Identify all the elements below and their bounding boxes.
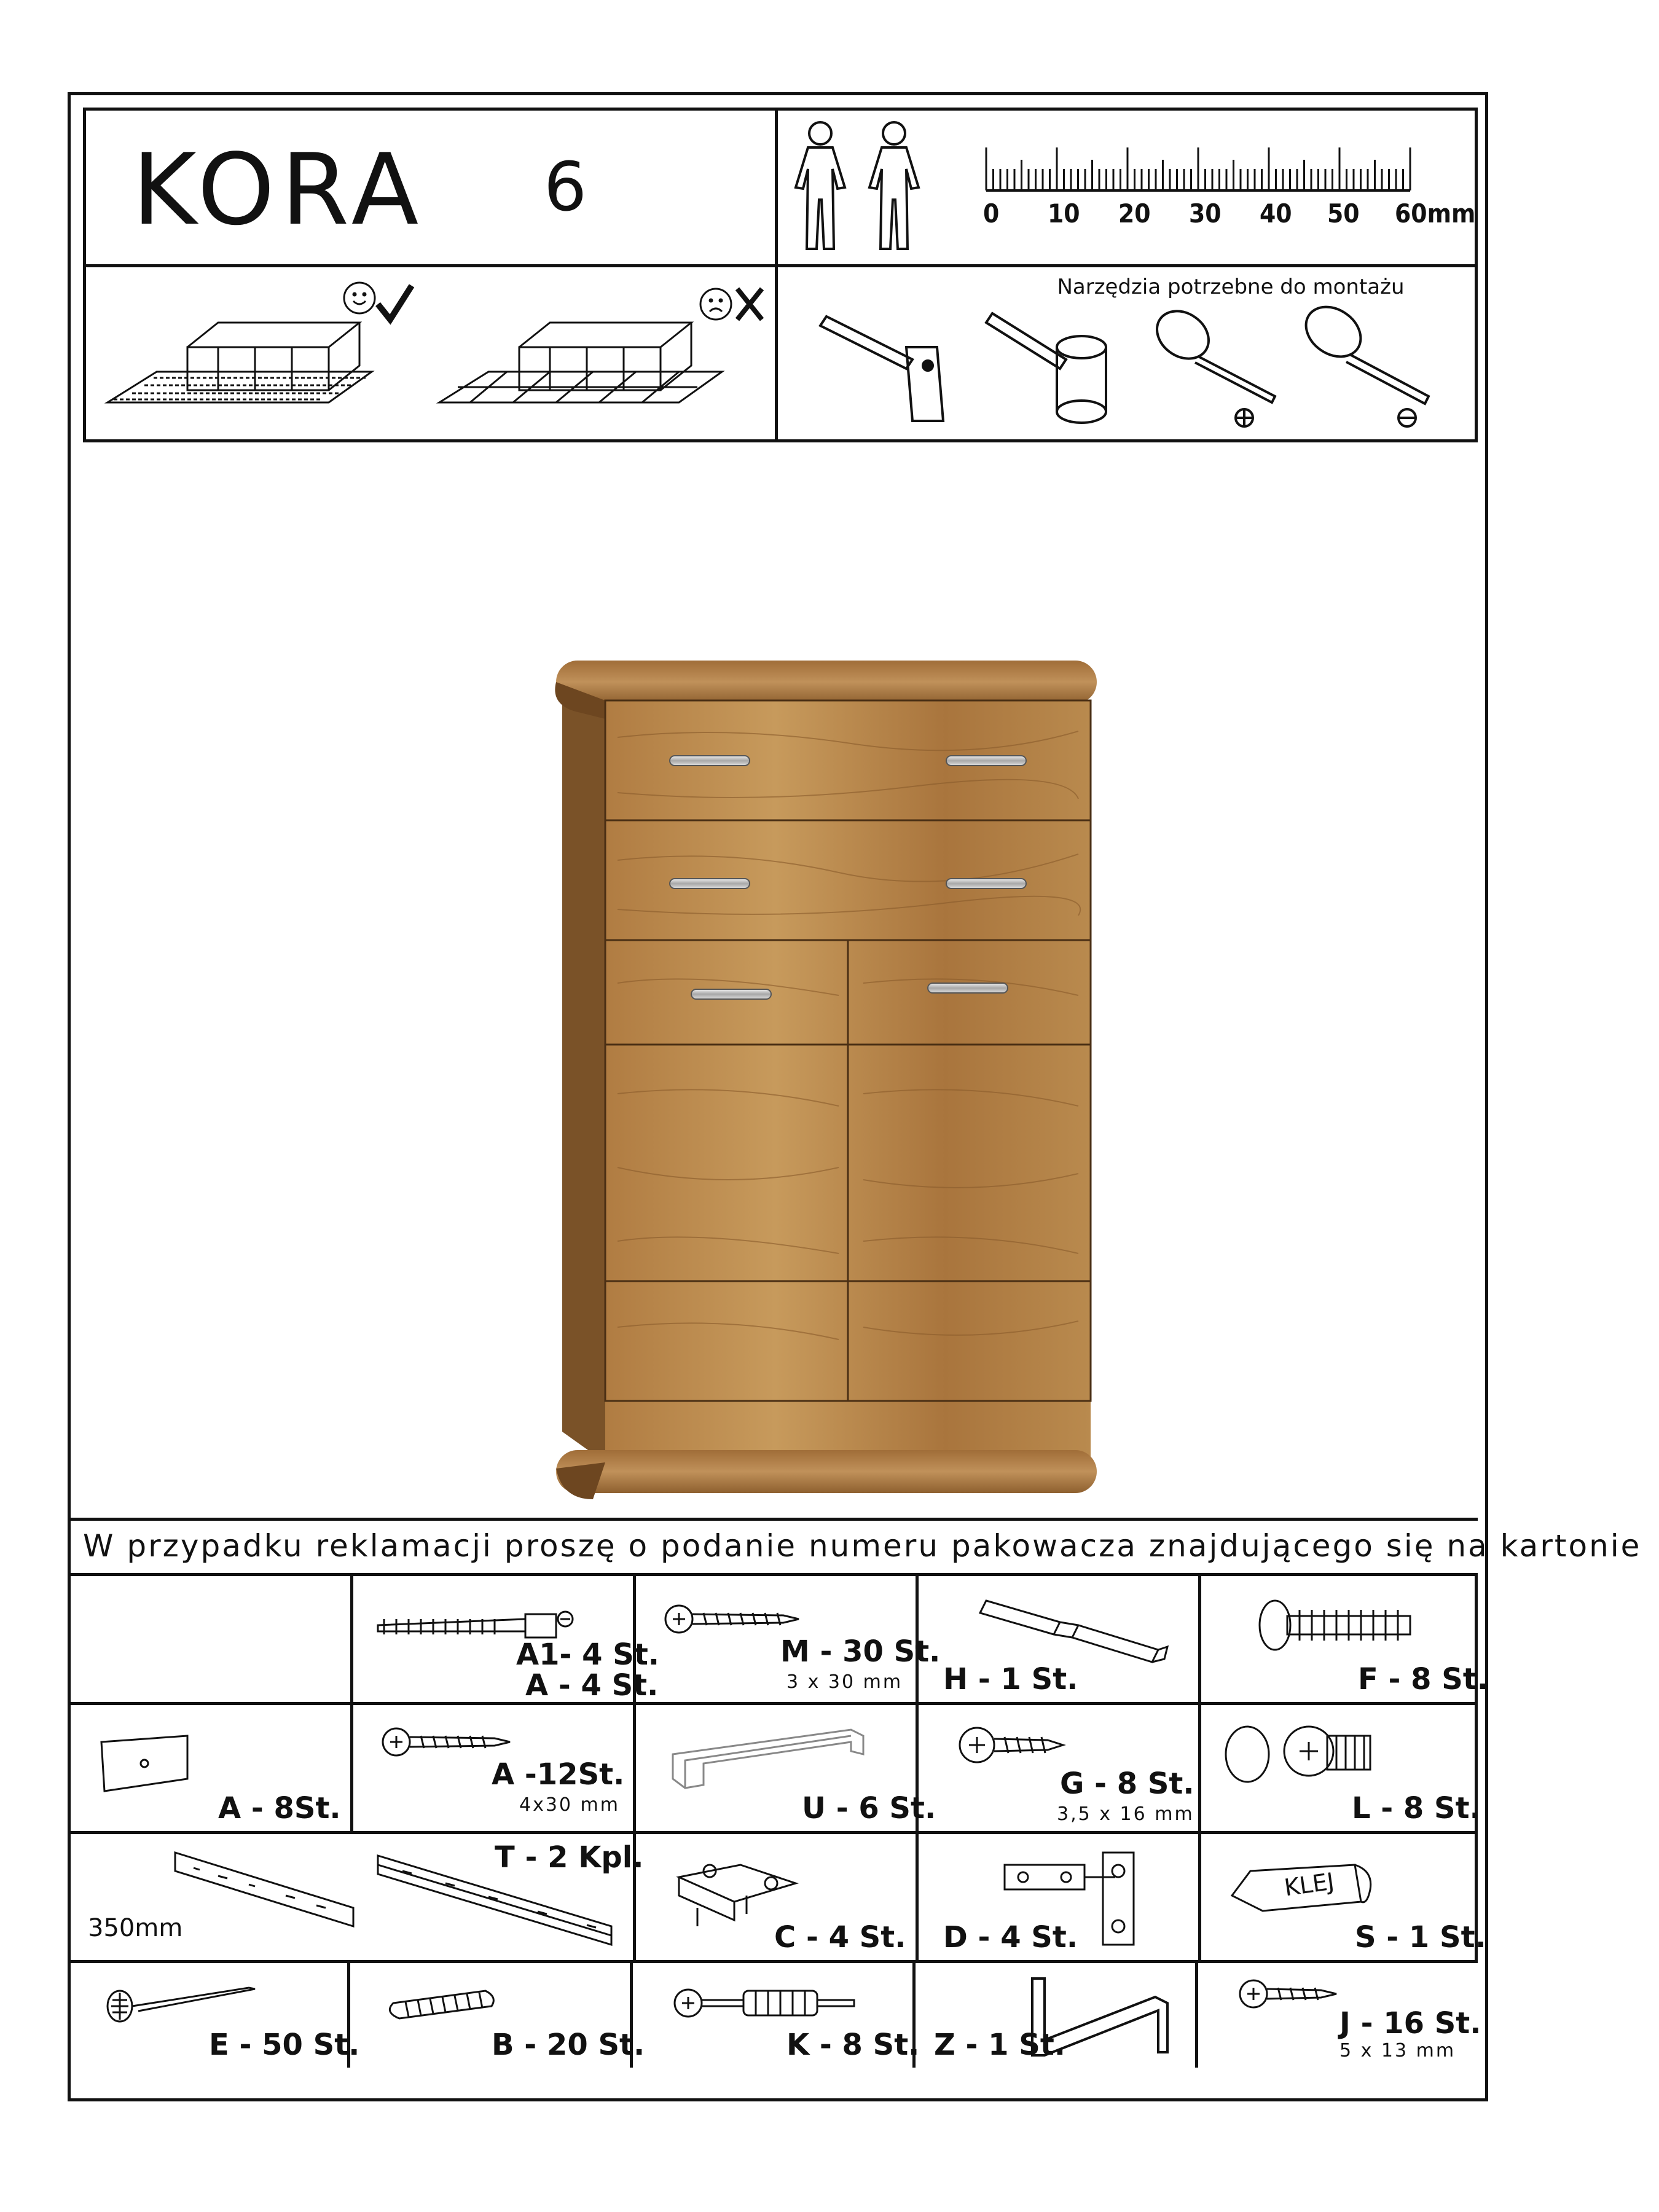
parts-cell-a1 [353,1576,660,1705]
ruler-label-0: 0 [983,198,1000,229]
part-u-label: U - 6 St. [802,1791,936,1826]
part-e-label: E - 50 St. [209,2028,360,2062]
parts-grid [71,1576,1488,2068]
dowel-f-icon [1250,1594,1422,1656]
two-persons-icon [783,120,943,258]
part-k-label: K - 8 St. [786,2028,920,2062]
notice-top-line [71,1518,1478,1521]
ruler-label-50: 50 [1327,198,1360,229]
part-a-screw-size: 4x30 mm [519,1794,620,1816]
part-s-label: S - 1 St. [1355,1920,1486,1955]
hinge-plate-c-icon [673,1846,814,1932]
complaint-notice: W przypadku reklamacji proszę o podanie numeru pakowacza znajdującego się na kartonie [83,1528,1642,1564]
part-b-label: B - 20 St. [492,2028,645,2062]
part-m-size: 3 x 30 mm [786,1671,903,1693]
part-c-label: C - 4 St. [774,1920,906,1955]
parts-cell-d [919,1834,1201,1963]
part-a1-label: A1- 4 St. [516,1637,660,1672]
part-g-label: G - 8 St. [1060,1767,1194,1801]
part-h-label: H - 1 St. [943,1662,1078,1696]
hard-floor-wrong-icon [421,280,765,433]
phillips-screwdriver-icon [1152,304,1287,433]
part-t-label: T - 2 Kpl. [495,1840,644,1875]
parts-cell-e [71,1963,360,2068]
header-divider [775,108,778,442]
parts-cell-f [1201,1576,1488,1705]
parts-cell-s [1201,1834,1486,1963]
ruler-label-10: 10 [1048,198,1080,229]
parts-cell-t [71,1834,644,1963]
part-m-label: M - 30 St. [780,1634,941,1669]
parts-cell-k [633,1963,920,2068]
plate-icon [95,1730,194,1797]
ruler-label-40: 40 [1260,198,1292,229]
parts-cell-z [916,1963,1198,2068]
flat-screwdriver-icon [1300,298,1441,433]
glue-label: KLEJ [1282,1867,1336,1902]
ruler-icon [986,144,1416,194]
part-d-label: D - 4 St. [943,1920,1078,1955]
cabinet-illustration [544,651,1109,1524]
part-z-label: Z - 1 St. [934,2028,1066,2062]
connector-bolt-k-icon [670,1975,866,2031]
parts-cell-b [350,1963,645,2068]
parts-cell-j [1198,1963,1481,2068]
parts-cell-empty [71,1576,353,1705]
nail-e-icon [101,1975,261,2025]
product-number: 6 [544,147,587,226]
header-row-divider [83,264,1478,267]
handle-u-icon [667,1717,876,1797]
ruler-label-60mm: 60mm [1395,198,1476,229]
mallet-icon [986,304,1128,427]
part-l-label: L - 8 St. [1352,1791,1481,1826]
parts-cell-h [919,1576,1201,1705]
header-top-line [83,108,1478,111]
assemble-on-soft-surface-icon [95,280,415,433]
connector-profile-icon [980,1588,1177,1668]
part-g-size: 3,5 x 16 mm [1057,1803,1194,1825]
part-a-label-top: A - 4 St. [525,1668,659,1703]
part-f-label: F - 8 St. [1358,1662,1488,1696]
product-name: KORA [132,132,425,247]
hammer-icon [820,304,968,427]
parts-cell-g [919,1705,1201,1834]
header-left-line [83,108,86,442]
parts-cell-l [1201,1705,1481,1834]
parts-cell-c [636,1834,919,1963]
slide-length: 350mm [88,1914,183,1942]
parts-cell-a-plate [71,1705,353,1834]
ruler-label-30: 30 [1189,198,1222,229]
part-j-size: 5 x 13 mm [1339,2040,1456,2061]
tools-caption: Narzędzia potrzebne do montażu [1057,275,1405,299]
wood-dowel-icon [381,1979,504,2022]
parts-cell-u [636,1705,936,1834]
parts-cell-a-screw [353,1705,636,1834]
cam-lock-l-icon [1220,1717,1379,1791]
part-j-label: J - 16 St. [1339,2006,1481,2041]
header-bottom-line [83,439,1478,442]
part-a-screw-label: A -12St. [492,1757,625,1792]
part-a-plate-label: A - 8St. [218,1791,341,1826]
instruction-sheet [68,92,1642,2101]
parts-cell-m [636,1576,941,1705]
screw-g-icon [955,1717,1078,1773]
ruler-label-20: 20 [1118,198,1151,229]
